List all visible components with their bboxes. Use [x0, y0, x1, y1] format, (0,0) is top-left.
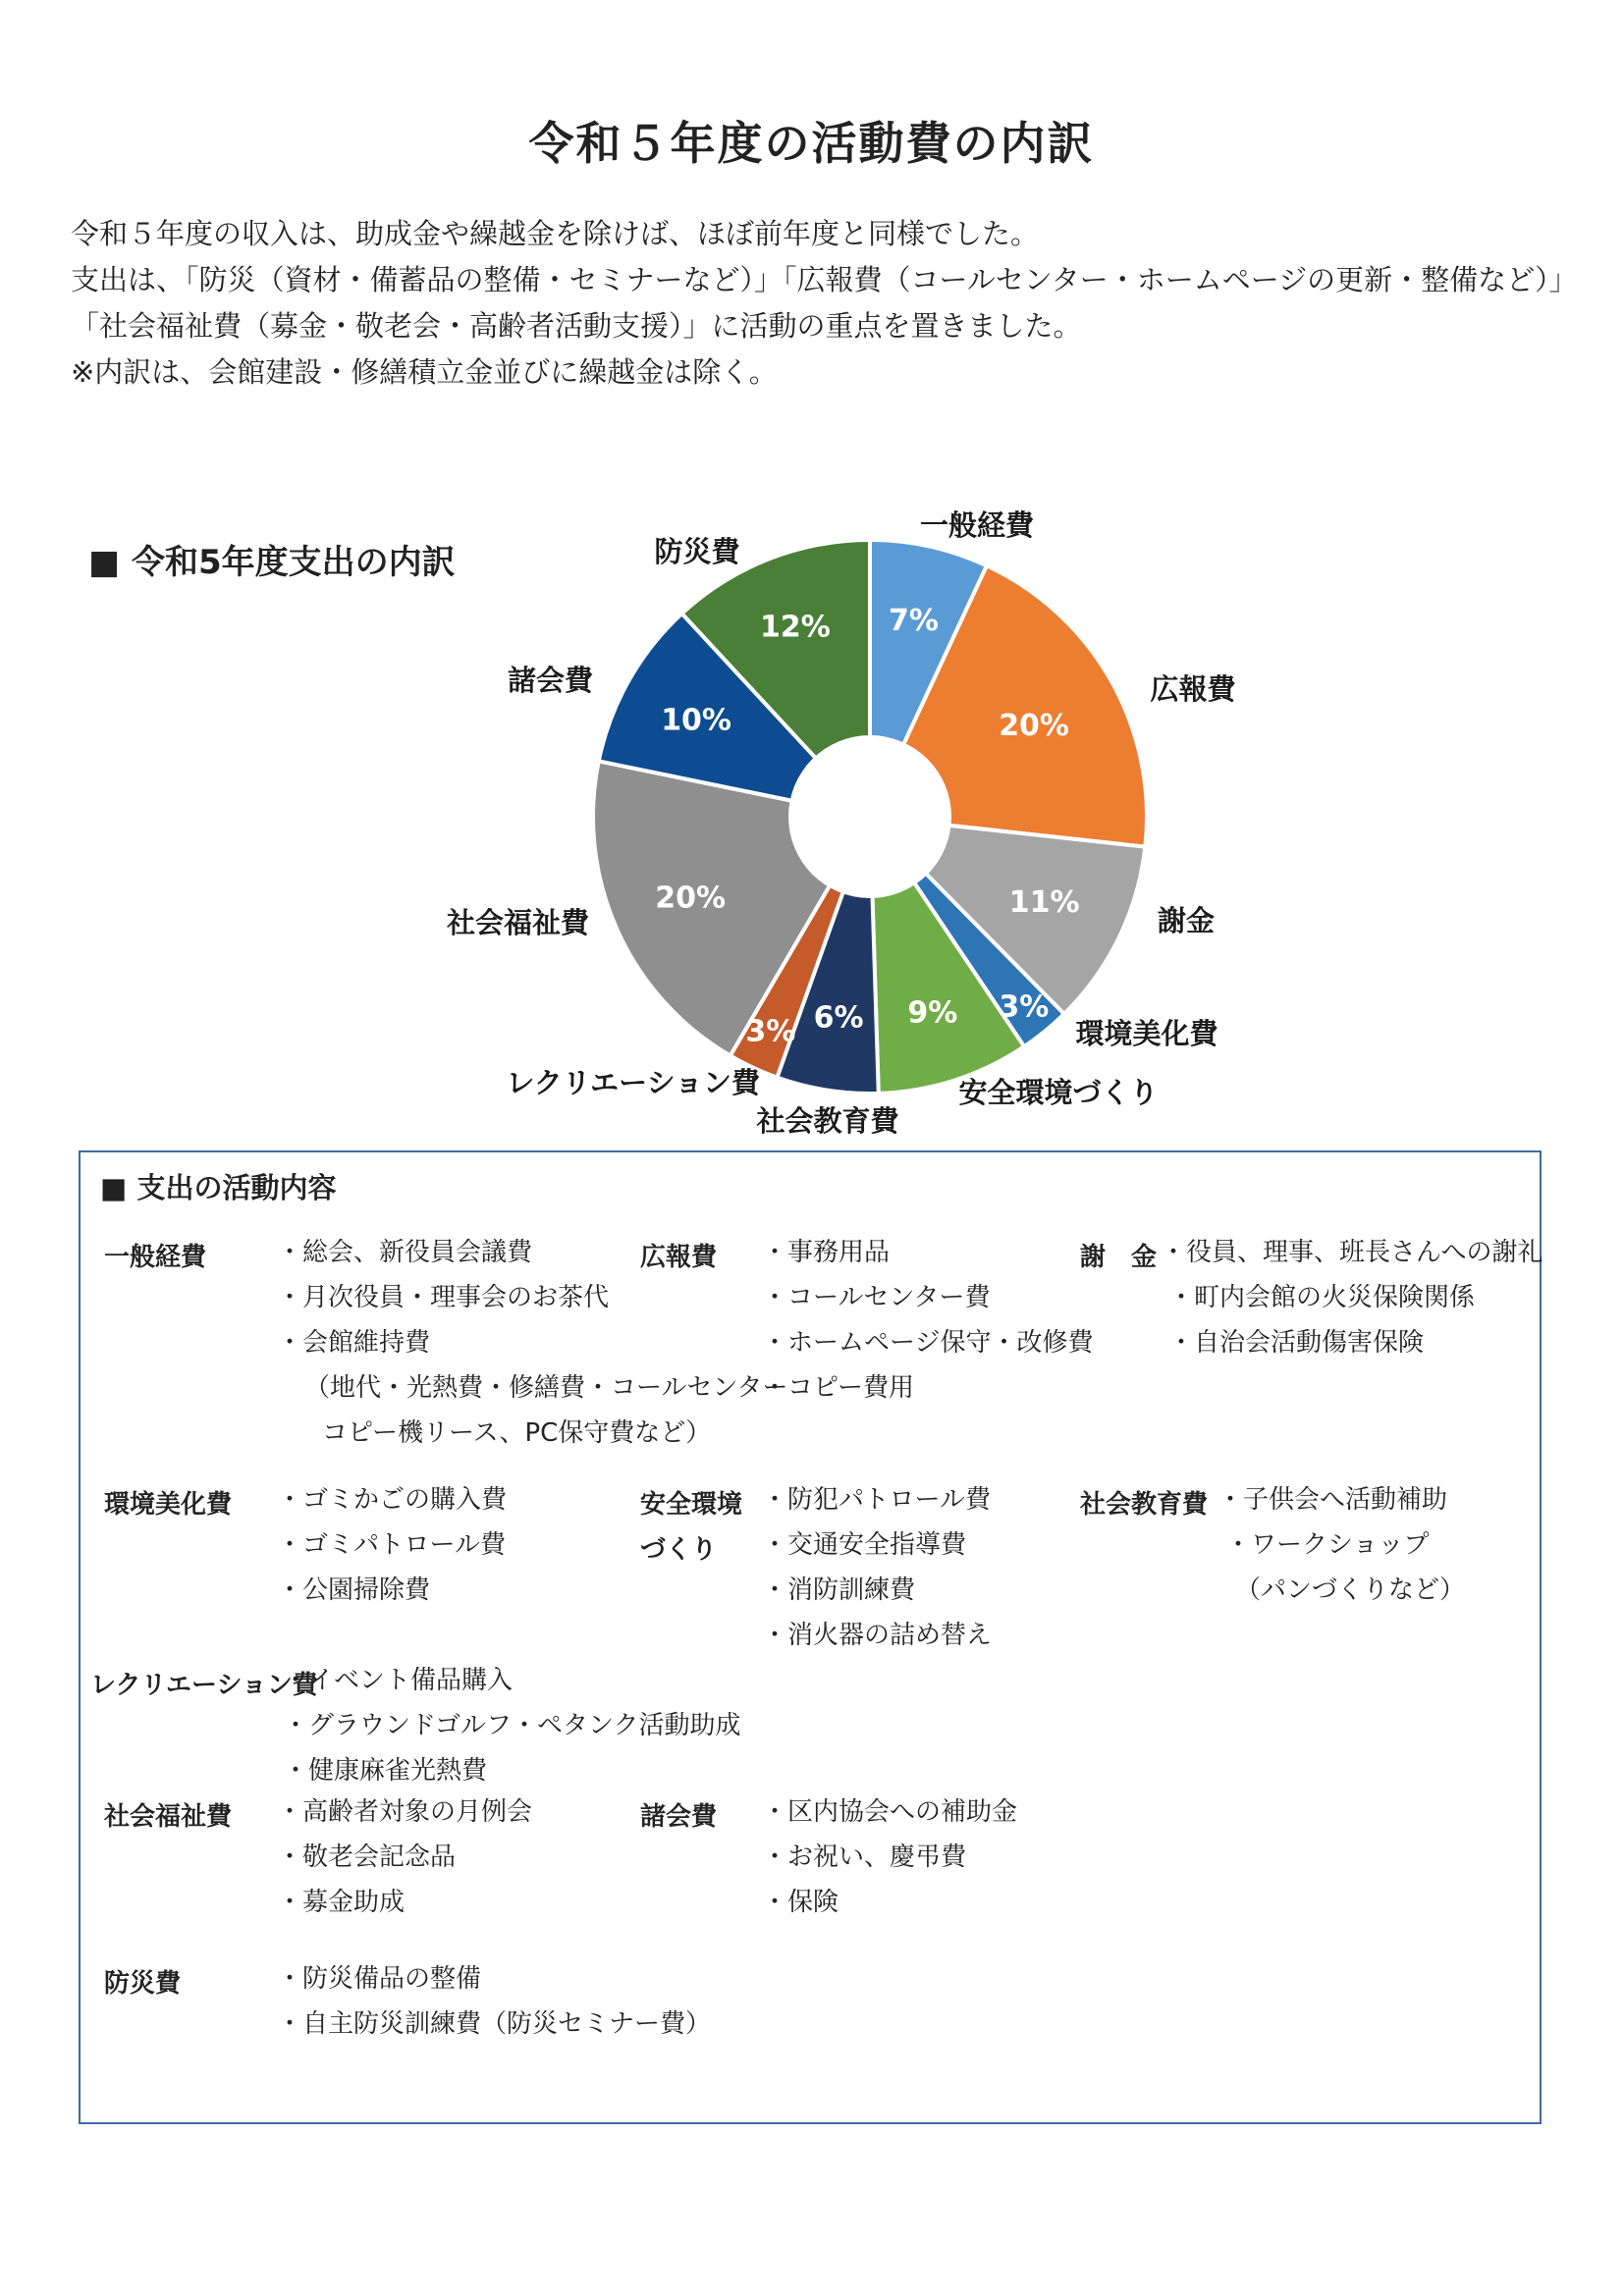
group-item: ・総会、新役員会議費 [277, 1238, 533, 1267]
group-item: ・グラウンドゴルフ・ペタンク活動助成 [283, 1711, 741, 1740]
group-item: コピー機リース、PC保守費など） [322, 1418, 712, 1448]
slice-percent-label: 6% [813, 1000, 864, 1036]
group-item: ・役員、理事、班長さんへの謝礼 [1161, 1238, 1543, 1267]
group-item: ・自治会活動傷害保険 [1168, 1328, 1425, 1358]
group-item: （パンづくりなど） [1235, 1575, 1466, 1605]
intro-line: 「社会福祉費（募金・敬老会・高齢者活動支援）」に活動の重点を置きました。 [71, 309, 1082, 343]
slice-category-label: 一般経費 [919, 508, 1035, 542]
slice-percent-label: 11% [1008, 885, 1080, 920]
group-item: ・ゴミかごの購入費 [277, 1485, 508, 1515]
group-item: ・子供会へ活動補助 [1217, 1485, 1448, 1515]
group-item: ・健康麻雀光熱費 [283, 1756, 488, 1786]
slice-percent-label: 3% [745, 1014, 796, 1049]
intro-text [71, 211, 1583, 396]
slice-percent-label: 7% [889, 604, 939, 638]
slice-category-label: 謝金 [1157, 904, 1216, 937]
page-title: 令和５年度の活動費の内訳 [528, 117, 1095, 170]
slice-category-label: 広報費 [1150, 672, 1236, 706]
group-item: ・事務用品 [762, 1238, 891, 1267]
group-item: ・防犯パトロール費 [762, 1485, 991, 1515]
slice-category-label: 安全環境づくり [958, 1076, 1159, 1109]
group-item: ・交通安全指導費 [762, 1530, 967, 1560]
group-item: ・保険 [762, 1888, 839, 1917]
group-item: ・イベント備品購入 [283, 1666, 514, 1695]
intro-line: 令和５年度の収入は、助成金や繰越金を除けば、ほぼ前年度と同様でした。 [71, 217, 1040, 250]
group-item: ・月次役員・理事会のお茶代 [277, 1283, 610, 1312]
group-item: ・ゴミパトロール費 [277, 1530, 506, 1560]
group-item: ・ホームページ保守・改修費 [762, 1328, 1094, 1358]
group-item: ・会館維持費 [277, 1328, 431, 1358]
group-label: レクリエーション費 [90, 1671, 318, 1700]
intro-line: 支出は、「防災（資材・備蓄品の整備・セミナーなど）」「広報費（コールセンター・ホームページの更新・整備など）」 [71, 263, 1578, 296]
group-label: 社会教育費 [1080, 1490, 1209, 1520]
slice-percent-label: 9% [907, 995, 958, 1031]
group-label-line2: づくり [640, 1535, 718, 1565]
slice-percent-label: 10% [661, 703, 732, 738]
activities-heading: ■ 支出の活動内容 [100, 1171, 337, 1204]
slice-category-label: レクリエーション費 [506, 1066, 760, 1099]
group-item: ・消火器の詰め替え [762, 1621, 993, 1650]
donut-hole [788, 735, 951, 898]
group-item: ・敬老会記念品 [277, 1842, 457, 1872]
group-item: ・ワークショップ [1225, 1530, 1430, 1560]
group-item: ・区内協会への補助金 [762, 1797, 1018, 1827]
slice-percent-label: 20% [999, 708, 1070, 743]
group-item: ・高齢者対象の月例会 [277, 1797, 533, 1827]
group-item: ・公園掃除費 [277, 1575, 431, 1605]
slice-category-label: 社会福祉費 [446, 906, 589, 939]
group-item: ・消防訓練費 [762, 1575, 916, 1605]
intro-line: ※内訳は、会館建設・修繕積立金並びに繰越金は除く。 [71, 355, 778, 389]
group-label: 環境美化費 [104, 1490, 233, 1520]
group-item: ・コピー費用 [762, 1373, 914, 1403]
slice-percent-label: 3% [999, 989, 1050, 1025]
slice-category-label: 諸会費 [507, 664, 593, 697]
group-label: 謝 金 [1080, 1243, 1158, 1272]
group-item: ・町内会館の火災保険関係 [1168, 1283, 1476, 1312]
group-label: 広報費 [640, 1243, 718, 1272]
group-label: 防災費 [104, 1969, 182, 1999]
pie-chart [0, 491, 1623, 1158]
slice-category-label: 社会教育費 [756, 1104, 899, 1138]
group-label: 諸会費 [640, 1802, 718, 1832]
slice-category-label: 環境美化費 [1075, 1017, 1218, 1050]
group-item: （地代・光熱費・修繕費・コールセンター [304, 1373, 788, 1403]
slice-percent-label: 20% [655, 881, 727, 916]
group-item: ・コールセンター費 [762, 1283, 991, 1312]
group-label: 社会福祉費 [104, 1802, 233, 1832]
group-item: ・募金助成 [277, 1888, 406, 1917]
group-label: 安全環境 [640, 1490, 743, 1520]
chart-title: ■ 令和5年度支出の内訳 [88, 543, 456, 582]
group-item: ・お祝い、慶弔費 [762, 1842, 967, 1872]
group-item: ・防災備品の整備 [277, 1964, 482, 1994]
group-item: ・自主防災訓練費（防災セミナー費） [277, 2009, 712, 2039]
slice-percent-label: 12% [759, 610, 831, 645]
slice-category-label: 防災費 [654, 535, 740, 568]
group-label: 一般経費 [104, 1243, 207, 1272]
